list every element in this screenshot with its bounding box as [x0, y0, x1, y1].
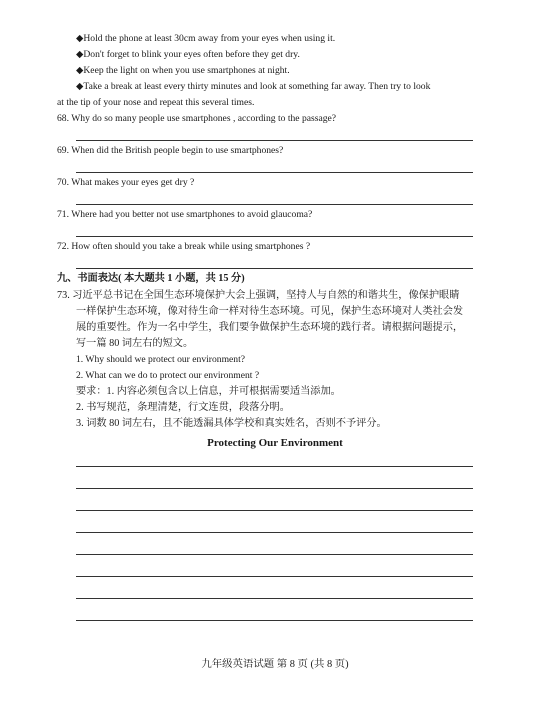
essay-line-8[interactable]: [76, 620, 473, 621]
essay-line-4[interactable]: [76, 532, 473, 533]
essay-line-5[interactable]: [76, 554, 473, 555]
answer-line-71[interactable]: [76, 236, 473, 237]
tip-4: ◆Take a break at least every thirty minutes and look at something far away. Then try to look: [76, 81, 431, 92]
question-68: 68. Why do so many people use smartphones , according to the passage?: [57, 113, 337, 124]
essay-line-6[interactable]: [76, 576, 473, 577]
essay-title: Protecting Our Environment: [207, 437, 343, 449]
hint-question-1: 1. Why should we protect our environment?: [76, 354, 246, 365]
answer-line-68[interactable]: [76, 140, 473, 141]
writing-prompt-line-2: 一样保护生态环境，像对待生命一样对待生态环境。可见，保护生态环境对人类社会发: [76, 306, 464, 317]
essay-line-1[interactable]: [76, 466, 473, 467]
essay-line-7[interactable]: [76, 598, 473, 599]
tip-4-continued: at the tip of your nose and repeat this several times.: [57, 97, 255, 108]
requirement-3: 3. 词数 80 词左右，且不能透漏具体学校和真实姓名，否则不予评分。: [76, 418, 387, 429]
writing-prompt-line-4: 写一篇 80 词左右的短文。: [76, 338, 194, 349]
writing-section-heading: 九、书面表达( 本大题共 1 小题，共 15 分): [57, 273, 245, 284]
question-72: 72. How often should you take a break while using smartphones ?: [57, 241, 311, 252]
essay-line-3[interactable]: [76, 510, 473, 511]
tip-2: ◆Don't forget to blink your eyes often before they get dry.: [76, 49, 300, 60]
requirement-1: 要求：1. 内容必须包含以上信息，并可根据需要适当添加。: [76, 386, 341, 397]
tip-1: ◆Hold the phone at least 30cm away from your eyes when using it.: [76, 33, 336, 44]
question-71: 71. Where had you better not use smartphones to avoid glaucoma?: [57, 209, 313, 220]
essay-line-2[interactable]: [76, 488, 473, 489]
page-footer: 九年级英语试题 第 8 页 (共 8 页): [201, 659, 349, 670]
hint-question-2: 2. What can we do to protect our environment ?: [76, 370, 260, 381]
writing-prompt-line-3: 展的重要性。作为一名中学生，我们要争做保护生态环境的践行者。请根据问题提示，: [76, 322, 464, 333]
answer-line-69[interactable]: [76, 172, 473, 173]
question-70: 70. What makes your eyes get dry ?: [57, 177, 195, 188]
question-69: 69. When did the British people begin to use smartphones?: [57, 145, 284, 156]
writing-prompt-line-1: 73. 习近平总书记在全国生态环境保护大会上强调，坚持人与自然的和谐共生，像保护眼睛: [57, 290, 460, 301]
answer-line-72[interactable]: [76, 268, 473, 269]
tip-3: ◆Keep the light on when you use smartphones at night.: [76, 65, 290, 76]
requirement-2: 2. 书写规范，条理清楚，行文连贯，段落分明。: [76, 402, 290, 413]
answer-line-70[interactable]: [76, 204, 473, 205]
